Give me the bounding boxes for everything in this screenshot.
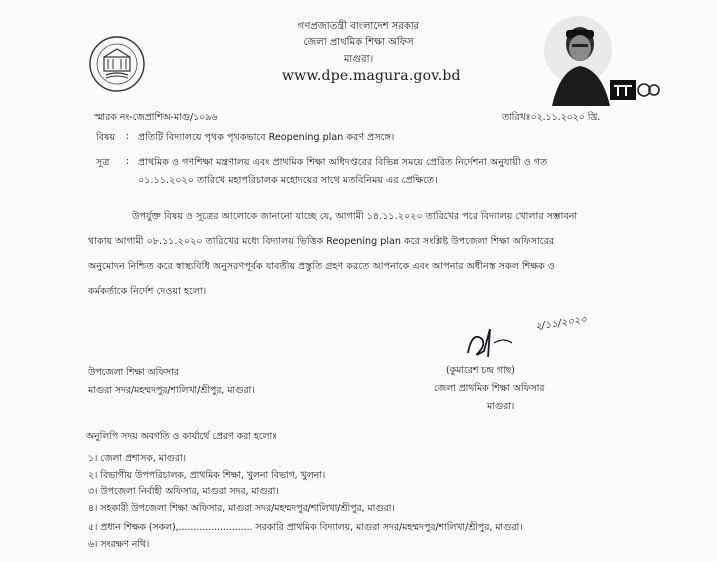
reference-line-2: ০১.১১.২০২০ তারিখে মহাপরিচালক মহোদয়ের সাথে মতবিনিময় এর প্রেক্ষিতে।	[138, 175, 438, 186]
recipient-area: মাগুরা সদর/মহম্মদপুর/শালিখা/শ্রীপুর, মাগুরা।	[88, 385, 255, 396]
district-name: মাগুরা।	[343, 54, 374, 65]
body-line-3: অনুমোদন নিশ্চিত করে স্বাস্থ্যবিধি অনুসরণপূর্বক যাবতীয় প্রস্তুতি গ্রহণ করতে আপনাকে এবং আপনার অধীনস্ত সকল শিক্ষক ও	[88, 261, 555, 272]
copy-item: ৪। সহকারী উপজেলা শিক্ষা অফিসার, মাগুরা সদর/মহম্মদপুর/শালিখা/শ্রীপুর, মাগুরা।	[88, 503, 395, 514]
signer-designation: জেলা প্রাথমিক শিক্ষা অফিসার	[434, 383, 545, 394]
reference-sep: :	[126, 156, 130, 167]
subject-label: বিষয়	[96, 132, 116, 143]
copy-heading: অনুলিপি সদয় অবগতি ও কার্যার্থে প্রেরণ করা হলোঃ	[86, 431, 278, 442]
govt-title: গণপ্রজাতন্ত্রী বাংলাদেশ সরকার	[297, 21, 420, 32]
signature-date: ২/১১/২০২০	[534, 314, 588, 333]
signer-name: (কুমারেশ চন্দ্র গাছ)	[446, 365, 515, 376]
copy-item: ৩। উপজেলা নির্বাহী অফিসার, মাগুরা সদর, মাগুরা।	[88, 486, 279, 497]
office-name: জেলা প্রাথমিক শিক্ষা অফিস	[303, 37, 414, 48]
body-line-2: থাকায় আগামী ০৮.১১.২০২০ তারিখের মধ্যে বিদ্যালয় ভিত্তিক Reopening plan করে সংশ্লিষ্ট উপজেলা শিক্ষা অফিসারের	[88, 236, 555, 247]
recipient-title: উপজেলা শিক্ষা অফিসার	[88, 367, 179, 378]
copy-item: ১। জেলা প্রশাসক, মাগুরা।	[88, 453, 186, 464]
subject-sep: :	[126, 131, 130, 142]
mujib-borsho-100-logo-icon	[610, 80, 660, 100]
memo-date: তারিখঃ০২.১১.২০২০ খ্রি.	[502, 112, 601, 123]
reference-label: সূত্র	[96, 157, 110, 168]
website-link[interactable]: www.dpe.magura.gov.bd	[282, 68, 461, 84]
signer-place: মাগুরা।	[487, 401, 515, 412]
copy-item: ২। বিভাগীয় উপপরিচালক, প্রাথমিক শিক্ষা, খুলনা বিভাগ, খুলনা।	[88, 470, 326, 481]
body-line-4: কর্মকর্তাকে নির্দেশ দেওয়া হলো।	[88, 286, 207, 297]
copy-item: ৫। প্রধান শিক্ষক (সকল),......................... সরকারি প্রাথমিক বিদ্যালয়, মাগুরা সদর/মহম্মদপুর/শালিখা/শ্রীপুর, মাগুরা।	[88, 522, 523, 533]
copy-item: ৬। সংরক্ষণ নথি।	[88, 539, 150, 550]
reference-line-1: প্রাথমিক ও গণশিক্ষা মন্ত্রণালয় এবং প্রাথমিক শিক্ষা অধিদপ্তরের বিভিন্ন সময়ে প্রেরিত নির্দেশনা অনুযায়ী ও গত	[138, 157, 548, 168]
body-line-1: উপর্যুক্ত বিষয় ও সূত্রের আলোকে জানানো যাচ্ছে যে, আগামী ১৪.১১.২০২০ তারিখের পরে বিদ্যালয় খোলার সম্ভাবনা	[132, 211, 578, 222]
memo-number: স্মারক নং-জেপ্রাশিঅ-মাগু/১০৯৬	[94, 112, 218, 123]
subject-text: প্রতিটি বিদ্যালয়ে পৃথক পৃথকভাবে Reopening plan করণ প্রসঙ্গে।	[138, 132, 395, 143]
